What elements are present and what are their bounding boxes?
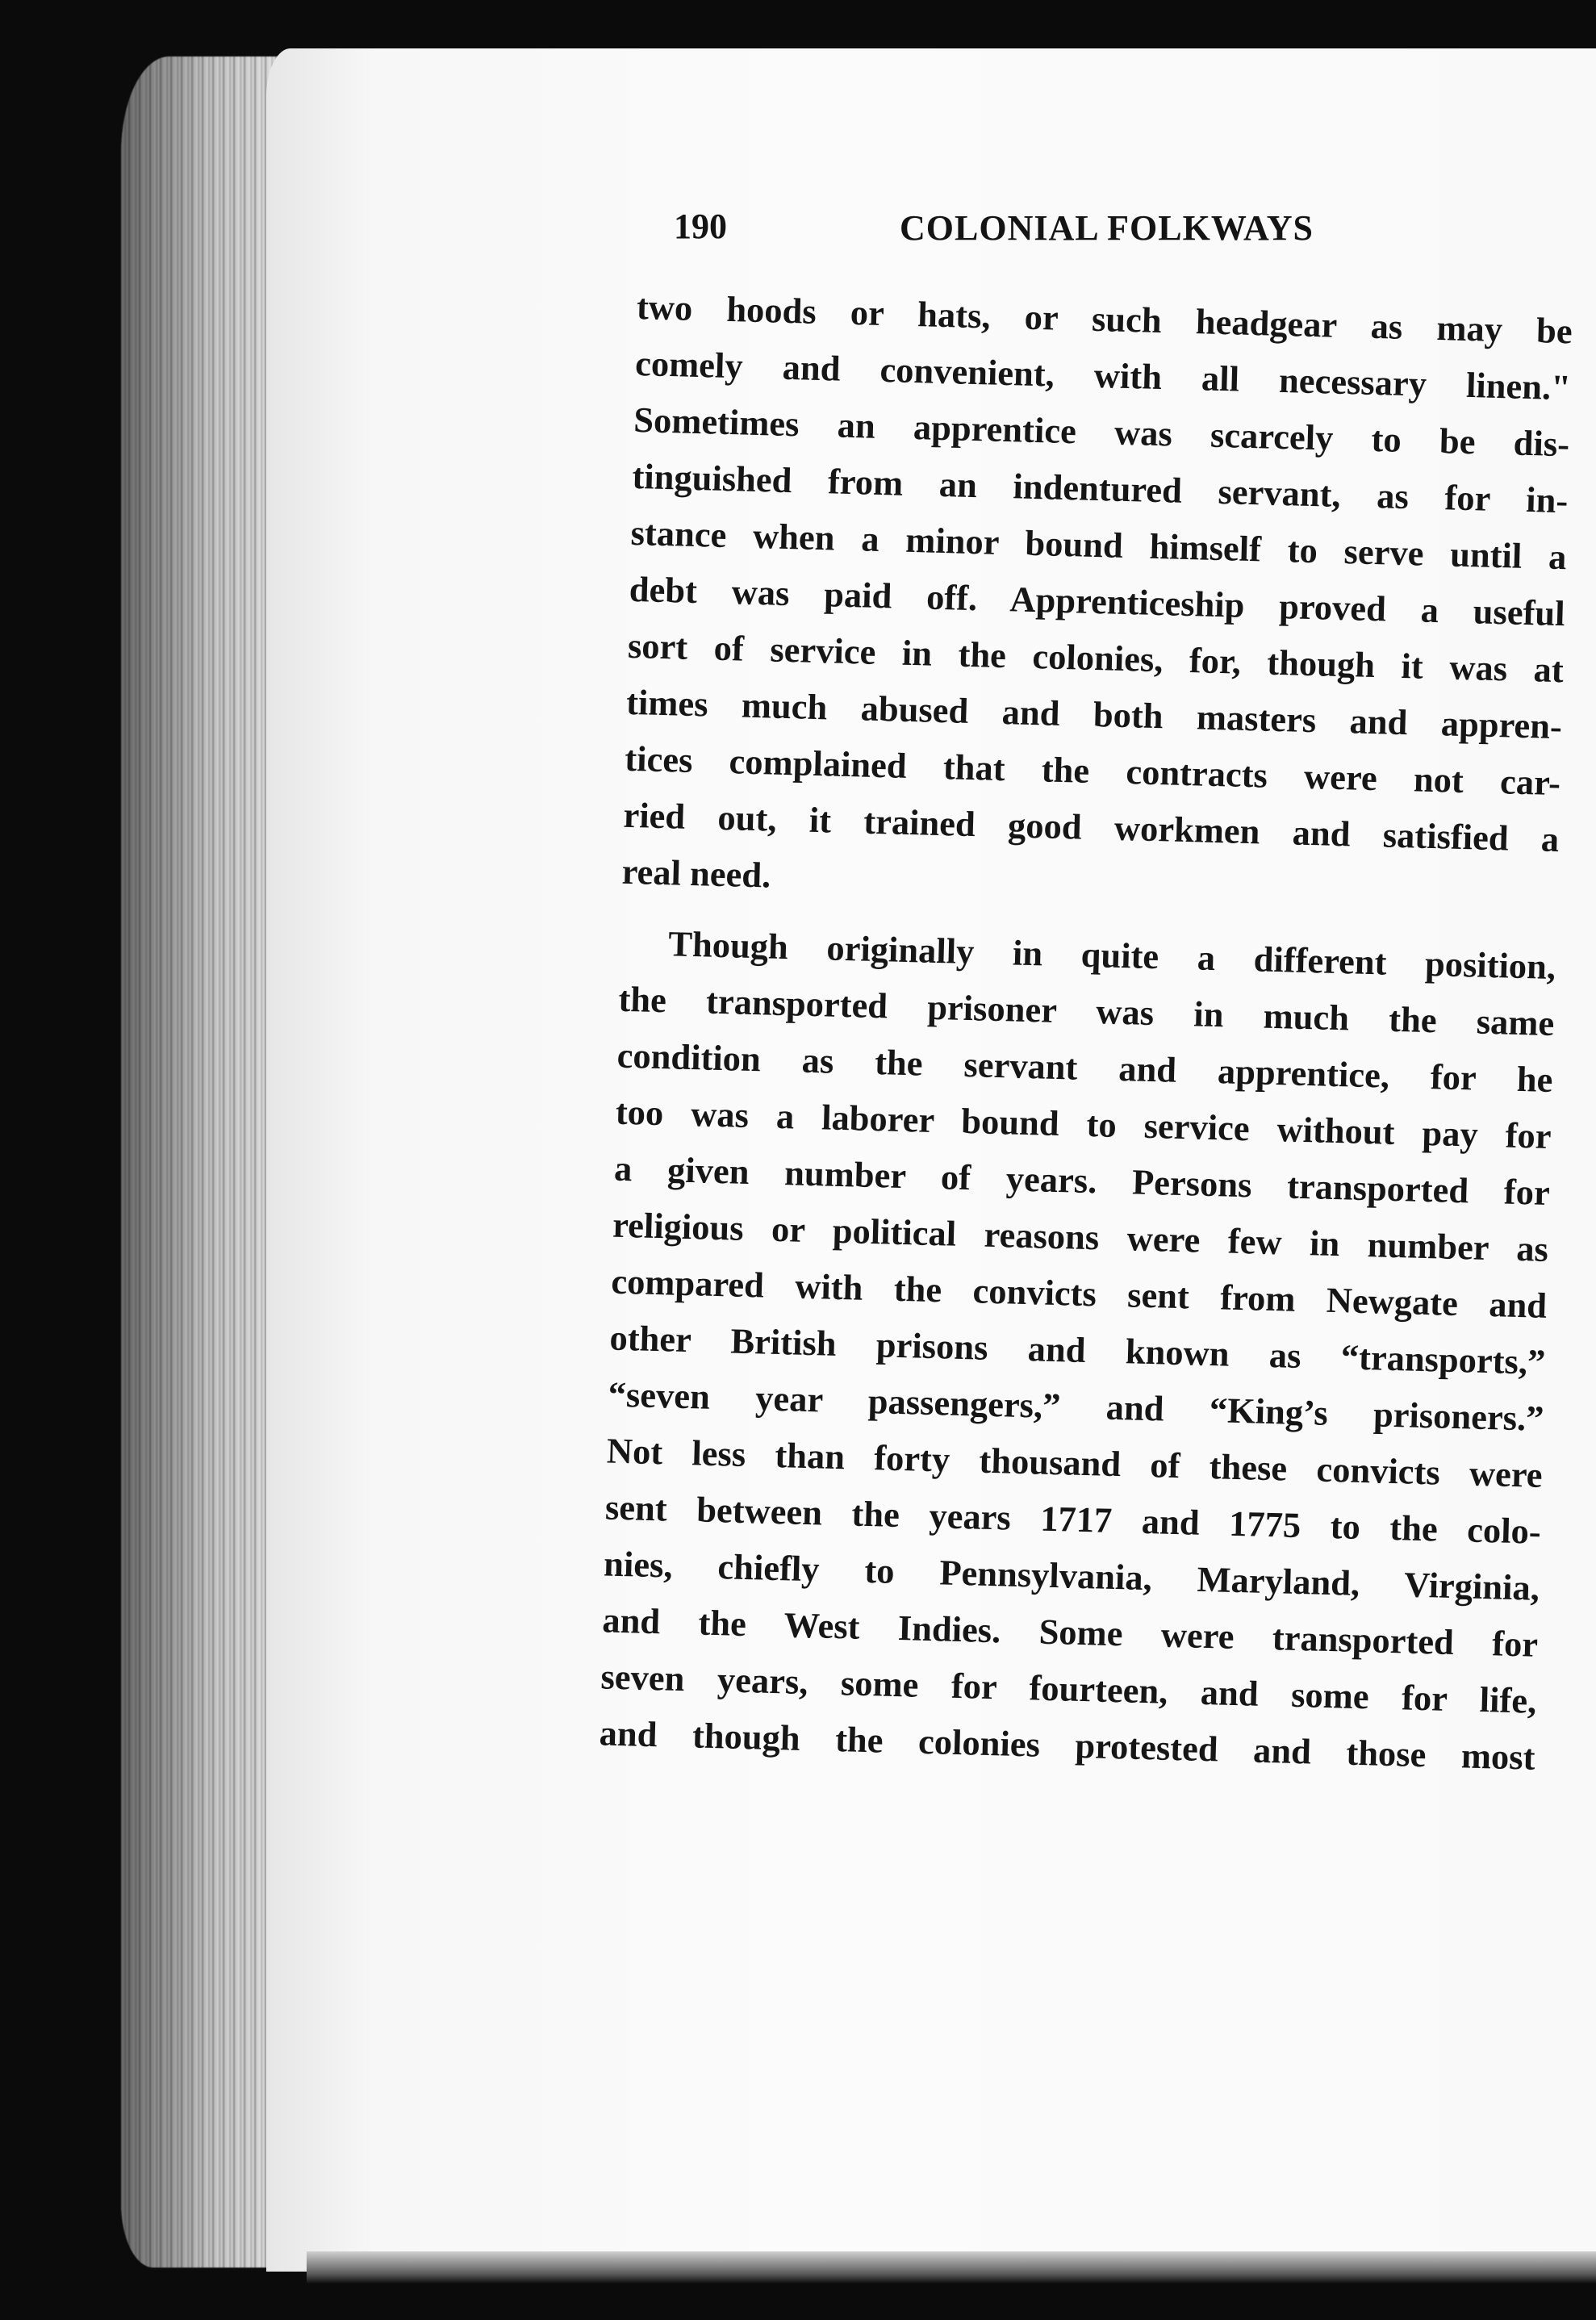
text-line: times much abused and both masters and appren- bbox=[625, 681, 1563, 747]
text-line: sort of service in the colonies, for, though it was at bbox=[627, 625, 1565, 691]
text-line: two hoods or hats, or such headgear as may be bbox=[636, 286, 1573, 352]
text-line: the transported prisoner was in much the same bbox=[617, 978, 1555, 1044]
text-line: ried out, it trained good workmen and satisfied a bbox=[622, 794, 1560, 860]
text-line: Not less than forty thousand of these convicts were bbox=[606, 1430, 1544, 1495]
body-text bbox=[599, 278, 1573, 1786]
running-head: COLONIAL FOLKWAYS bbox=[900, 208, 1314, 248]
text-line: sent between the years 1717 and 1775 to the colo- bbox=[604, 1486, 1542, 1552]
text-line: stance when a minor bound himself to serve until a bbox=[630, 512, 1568, 578]
text-line: tices complained that the contracts were not car- bbox=[624, 738, 1561, 804]
page-header bbox=[674, 206, 1481, 262]
page-number: 190 bbox=[674, 207, 727, 246]
text-line: condition as the servant and apprentice, for he bbox=[616, 1035, 1554, 1101]
text-line: seven years, some for fourteen, and some for life, bbox=[600, 1656, 1537, 1721]
page-bottom-edge bbox=[307, 2251, 1596, 2284]
text-line: debt was paid off. Apprenticeship proved a useful bbox=[629, 568, 1566, 634]
text-line: and the West Indies. Some were transported for bbox=[601, 1599, 1539, 1665]
text-line: comely and convenient, with all necessary linen." bbox=[634, 342, 1572, 408]
text-line: and though the colonies protested and those most bbox=[599, 1712, 1536, 1778]
text-line: compared with the convicts sent from Newgate and bbox=[610, 1260, 1548, 1326]
text-line: Though originally in quite a different position, bbox=[667, 923, 1556, 988]
text-line: tinguished from an indentured servant, as for in- bbox=[631, 455, 1569, 521]
text-line: a given number of years. Persons transported for bbox=[613, 1147, 1551, 1213]
text-line: Sometimes an apprentice was scarcely to be dis- bbox=[633, 399, 1570, 465]
text-line: real need. bbox=[621, 851, 771, 896]
paragraph bbox=[621, 278, 1573, 924]
text-line: nies, chiefly to Pennsylvania, Maryland, Virginia, bbox=[603, 1543, 1540, 1608]
paragraph bbox=[599, 914, 1556, 1786]
text-line: “seven year passengers,” and “King’s prisoners.” bbox=[608, 1373, 1545, 1439]
text-line: too was a laborer bound to service without pay for bbox=[615, 1091, 1552, 1157]
text-line: other British prisons and known as “transports,” bbox=[608, 1317, 1546, 1382]
text-line: religious or political reasons were few in number as bbox=[612, 1204, 1549, 1269]
